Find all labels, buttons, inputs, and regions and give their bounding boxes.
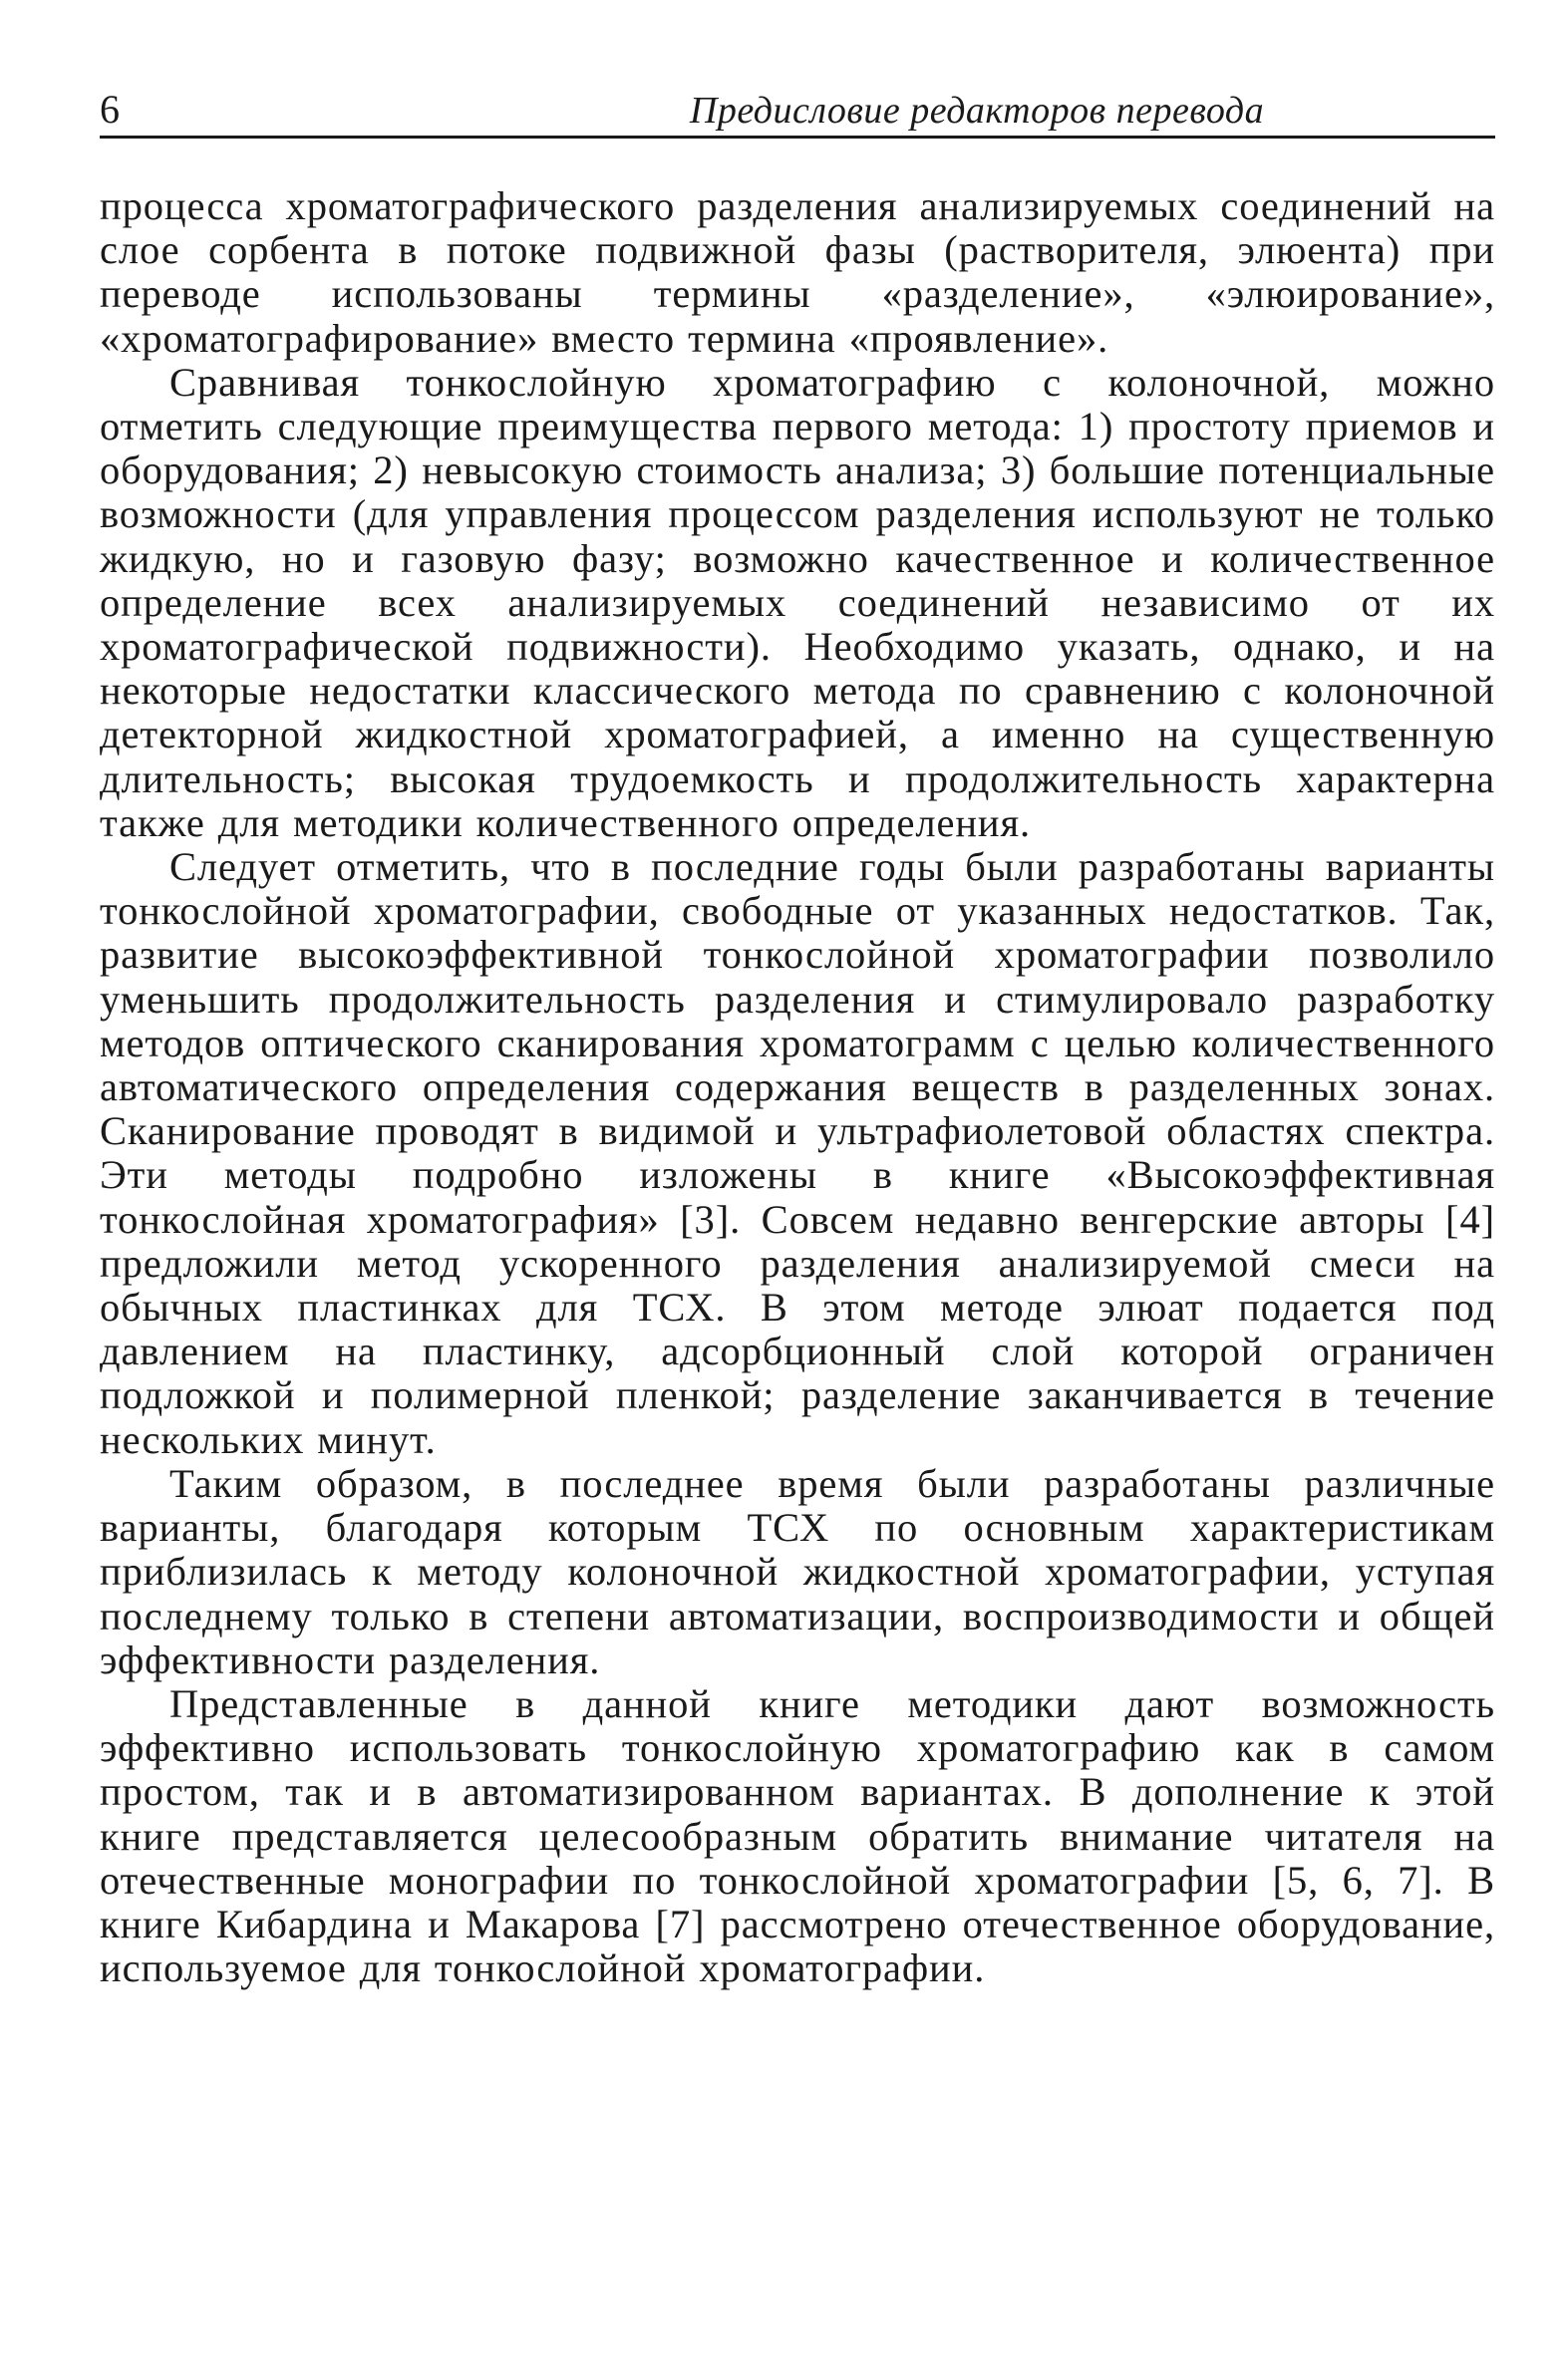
paragraph: Следует отметить, что в последние годы были разработаны варианты тонкослойной хроматографии, свободные от указанных недостатков. Так, развитие высокоэффективной тонкослойной хроматографии позволило уменьшить продолжительность разделения и стимулировало разработку методов оптического сканирования хроматограмм с целью количественного автоматического определения содержания веществ в разделенных зонах. Сканирование проводят в видимой и ультрафиолетовой областях спектра. Эти методы подробно изложены в книге «Высокоэффективная тонкослойная хроматография» [3]. Совсем недавно венгерские авторы [4] предложили метод ускоренного разделения анализируемой смеси на обычных пластинках для ТСХ. В этом методе элюат подается под давлением на пластинку, адсорбционный слой которой ограничен подложкой и полимерной пленкой; разделение заканчивается в течение нескольких минут. — [100, 844, 1495, 1462]
page-number: 6 — [100, 87, 120, 132]
body-text — [100, 184, 1495, 1990]
page-header — [100, 80, 1495, 139]
running-title: Предисловие редакторов перевода — [689, 90, 1265, 132]
paragraph: Сравнивая тонкослойную хроматографию с колоночной, можно отметить следующие преимущества первого метода: 1) простоту приемов и оборудования; 2) невысокую стоимость анализа; 3) большие потенциальные возможности (для управления процессом разделения используют не только жидкую, но и газовую фазу; возможно качественное и количественное определение всех анализируемых соединений независимо от их хроматографической подвижности). Необходимо указать, однако, и на некоторые недостатки классического метода по сравнению с колоночной детекторной жидкостной хроматографией, а именно на существенную длительность; высокая трудоемкость и продолжительность характерна также для методики количественного определения. — [100, 359, 1495, 845]
paragraph: Представленные в данной книге методики дают возможность эффективно использовать тонкослойную хроматографию как в самом простом, так и в автоматизированном вариантах. В дополнение к этой книге представляется целесообразным обратить внимание читателя на отечественные монографии по тонкослойной хроматографии [5, 6, 7]. В книге Кибардина и Макарова [7] рассмотрено отечественное оборудование, используемое для тонкослойной хроматографии. — [100, 1680, 1495, 1991]
paragraph-continuation: процесса хроматографического разделения анализируемых соединений на слое сорбента в потоке подвижной фазы (растворителя, элюента) при переводе использованы термины «разделение», «элюирование», «хроматографирование» вместо термина «проявление». — [100, 183, 1495, 361]
paragraph: Таким образом, в последнее время были разработаны различные варианты, благодаря которым ТСХ по основным характеристикам приблизилась к методу колоночной жидкостной хроматографии, уступая последнему только в степени автоматизации, воспроизводимости и общей эффективности разделения. — [100, 1460, 1495, 1682]
